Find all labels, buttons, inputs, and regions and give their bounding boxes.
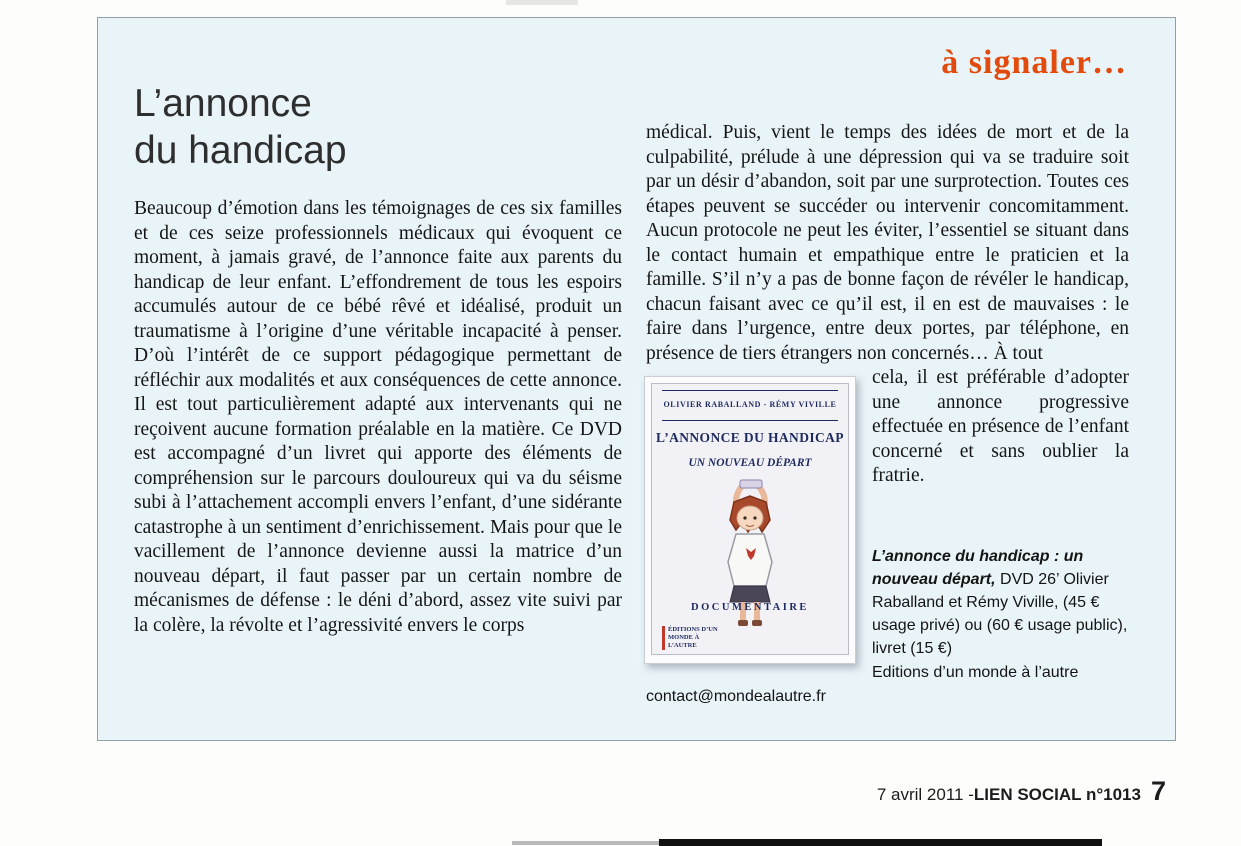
dvd-authors-label: OLIVIER RABALLAND - RÉMY VIVILLE	[662, 390, 838, 421]
caption-details: DVD 26’ Olivier Raballand et Rémy Viville, (45 € usage privé) ou (60 € usage public), livret (15 €)	[872, 570, 1128, 657]
right-column-text-wrap: cela, il est préférable d’adopter une annonce progressive effectuée en présence de l’enfant concerné et sans oublier la fratrie.	[872, 367, 1129, 486]
dvd-genre-label: DOCUMENTAIRE	[691, 601, 809, 613]
footer-date: 7 avril 2011 -	[876, 785, 974, 804]
dvd-cover-photo	[644, 376, 856, 664]
scan-artifact-dark-bar	[659, 839, 1102, 846]
scan-artifact-top	[506, 0, 578, 5]
dvd-title-label: L’ANNONCE DU HANDICAP	[656, 429, 844, 445]
left-column-text: Beaucoup d’émotion dans les témoignages de ces six familles et de ces seize professionnels médicaux qui évoquent ce moment, à jamais gravé, de l’annonce faite aux parents du handicap de leur enfant. L’effondrement de tous les espoirs accumulés autour de ce bébé rêvé et idéalisé, produit un traumatisme à l’origine d’une véritable incapacité à penser. D’où l’intérêt de ce support pédagogique permettant de réfléchir aux modalités et aux conséquences de cette annonce. Il est tout particulièrement adapté aux intervenants qui ne reçoivent aucune formation préalable en la matière. Ce DVD est accompagné d’un livret qui apporte des éléments de compréhension sur le parcours douloureux qui va du séisme subi à l’attachement accompli envers l’enfant, d’une sidérante catastrophe à un sentiment d’enrichissement. Mais pour que le vacillement de l’annonce devienne aussi la matrice d’un nouveau départ, il faut passer par un certain nombre de mécanismes de défense : le déni d’abord, assez vite suivi par la colère, la révolte et l’agressivité envers le corps	[134, 198, 622, 636]
caption-title: L’annonce du handicap : un nouveau départ,	[872, 547, 1084, 588]
page-footer	[877, 776, 1166, 807]
article-panel	[97, 17, 1176, 741]
dvd-publisher-logo: ÉDITIONS D’UN MONDE À L’AUTRE	[662, 626, 726, 650]
section-header: à signaler…	[941, 44, 1127, 81]
footer-page-number: 7	[1150, 776, 1166, 806]
scan-artifact-gray-bar	[512, 841, 660, 845]
dvd-subtitle-label: UN NOUVEAU DÉPART	[688, 457, 812, 469]
caption-email: contact@mondealautre.fr	[646, 687, 826, 705]
article-title	[134, 80, 347, 174]
left-column	[134, 197, 622, 638]
footer-magazine: LIEN SOCIAL n°1013	[973, 785, 1141, 804]
dvd-cover	[651, 383, 849, 655]
article-title-line1: L’annonce	[134, 82, 312, 125]
caption-publisher: Editions d’un monde à l’autre	[872, 663, 1079, 681]
right-column	[646, 121, 1129, 708]
media-block	[646, 366, 1129, 708]
article-title-line2: du handicap	[134, 129, 347, 172]
right-column-text-top: médical. Puis, vient le temps des idées de mort et de la culpabilité, prélude à une dépression qui va se traduire soit par un désir d’abandon, soit par une surprotection. Toutes ces étapes peuvent se succéder ou intervenir concomitamment. Aucun protocole ne peut les éviter, l’essentiel se situant dans le contact humain et empathique entre le praticien et la famille. S’il n’y a pas de bonne façon de révéler le handicap, chacun faisant avec ce qu’il est, il en est de mauvaises : le faire dans l’urgence, entre deux portes, par téléphone, en présence de tiers étrangers non concernés… À tout	[646, 122, 1129, 364]
